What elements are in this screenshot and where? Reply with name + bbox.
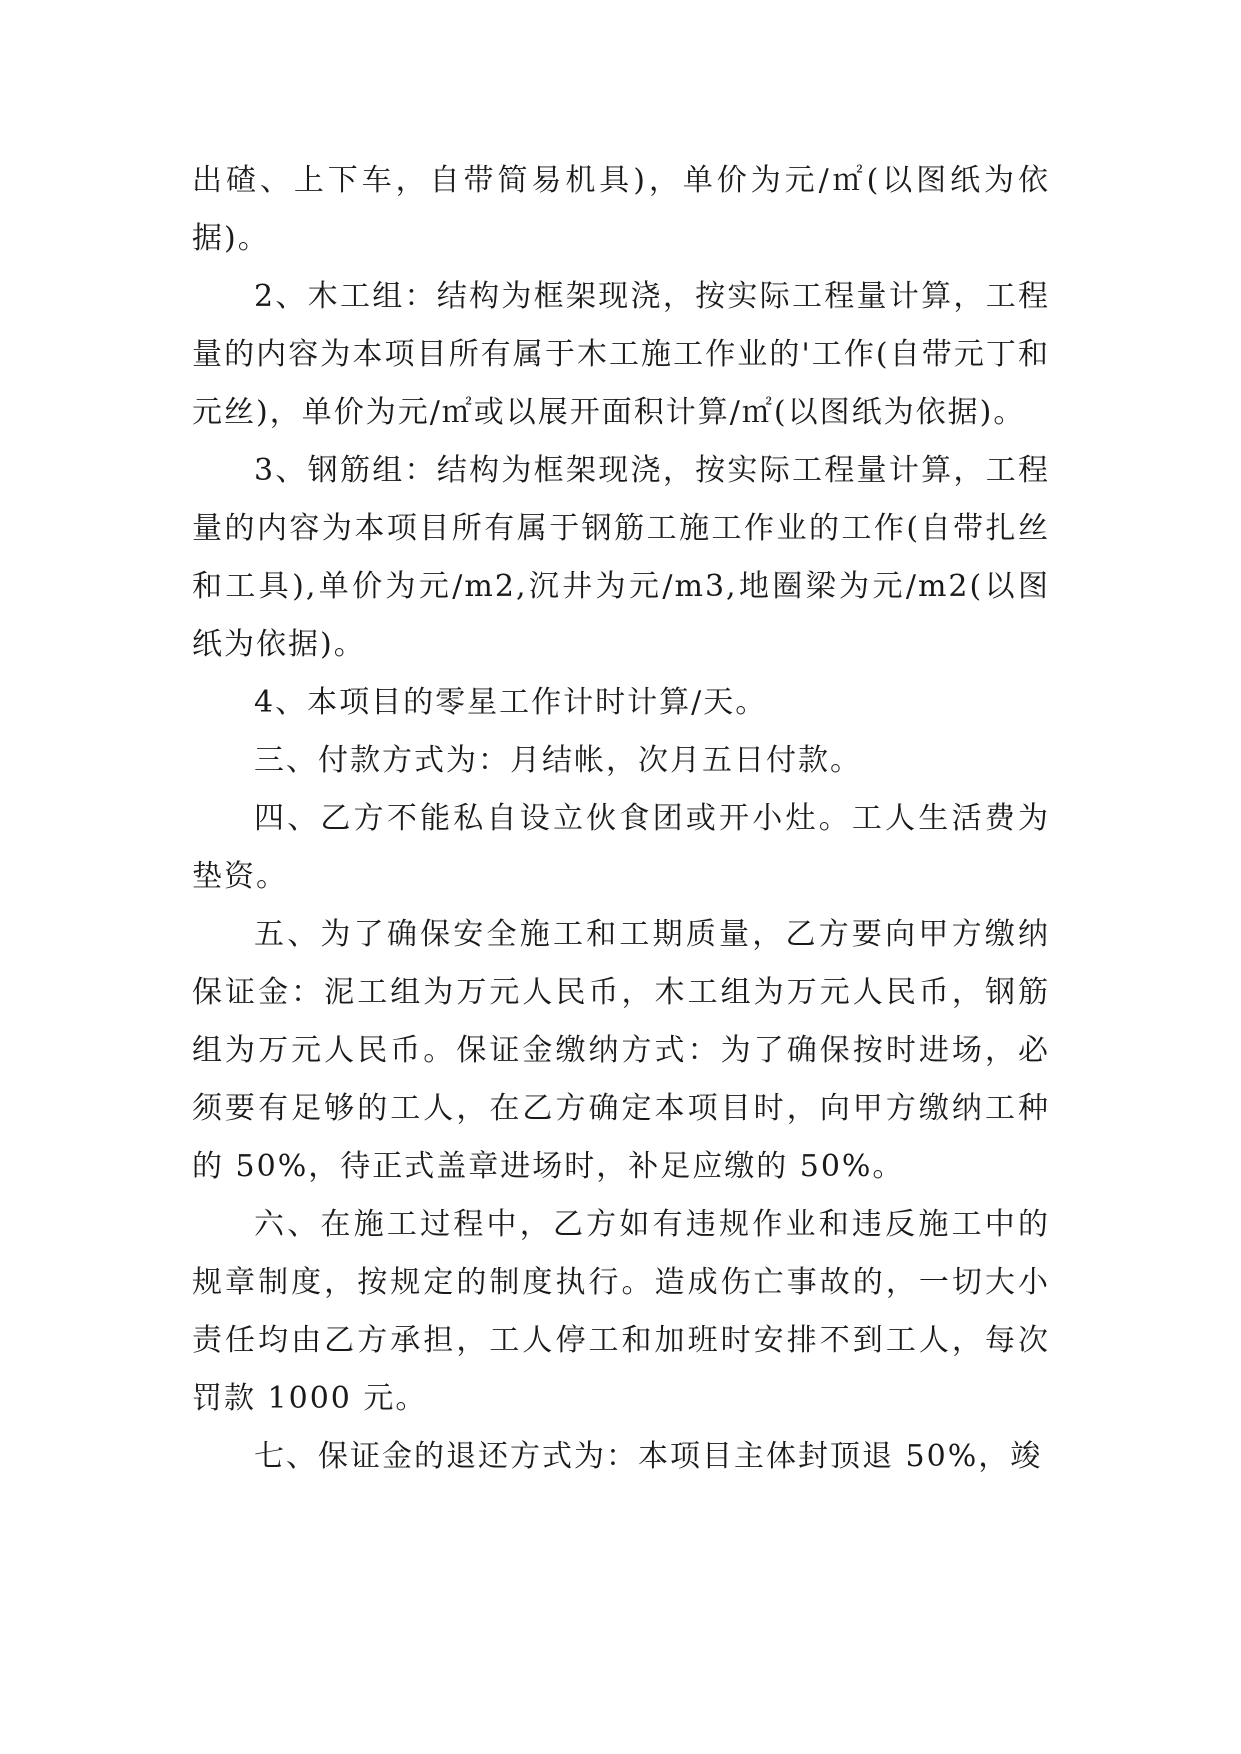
paragraph: 3、钢筋组：结构为框架现浇，按实际工程量计算，工程量的内容为本项目所有属于钢筋工施工作业的工作(自带扎丝和工具),单价为元/m2,沉井为元/m3,地圈梁为元/m2(以图纸为依据)。 xyxy=(192,453,1050,662)
paragraph: 2、木工组：结构为框架现浇，按实际工程量计算，工程量的内容为本项目所有属于木工施工作业的'工作(自带元丁和元丝)，单价为元/㎡或以展开面积计算/㎡(以图纸为依据)。 xyxy=(192,279,1050,430)
paragraph: 六、在施工过程中，乙方如有违规作业和违反施工中的规章制度，按规定的制度执行。造成伤亡事故的，一切大小责任均由乙方承担，工人停工和加班时安排不到工人，每次罚款 1000 元。 xyxy=(192,1207,1050,1416)
paragraph: 出碴、上下车，自带简易机具)，单价为元/㎡(以图纸为依据)。 xyxy=(192,163,1050,256)
paragraph: 四、乙方不能私自设立伙食团或开小灶。工人生活费为垫资。 xyxy=(192,801,1050,894)
paragraph: 七、保证金的退还方式为：本项目主体封顶退 50%，竣 xyxy=(254,1439,1043,1474)
paragraph: 三、付款方式为：月结帐，次月五日付款。 xyxy=(254,743,862,778)
paragraph: 4、本项目的零星工作计时计算/天。 xyxy=(254,685,768,720)
document-body xyxy=(192,152,1050,1486)
paragraph: 五、为了确保安全施工和工期质量，乙方要向甲方缴纳保证金：泥工组为万元人民币，木工组为万元人民币，钢筋组为万元人民币。保证金缴纳方式：为了确保按时进场，必须要有足够的工人，在乙方确定本项目时，向甲方缴纳工种的 50%，待正式盖章进场时，补足应缴的 50%。 xyxy=(192,917,1050,1184)
